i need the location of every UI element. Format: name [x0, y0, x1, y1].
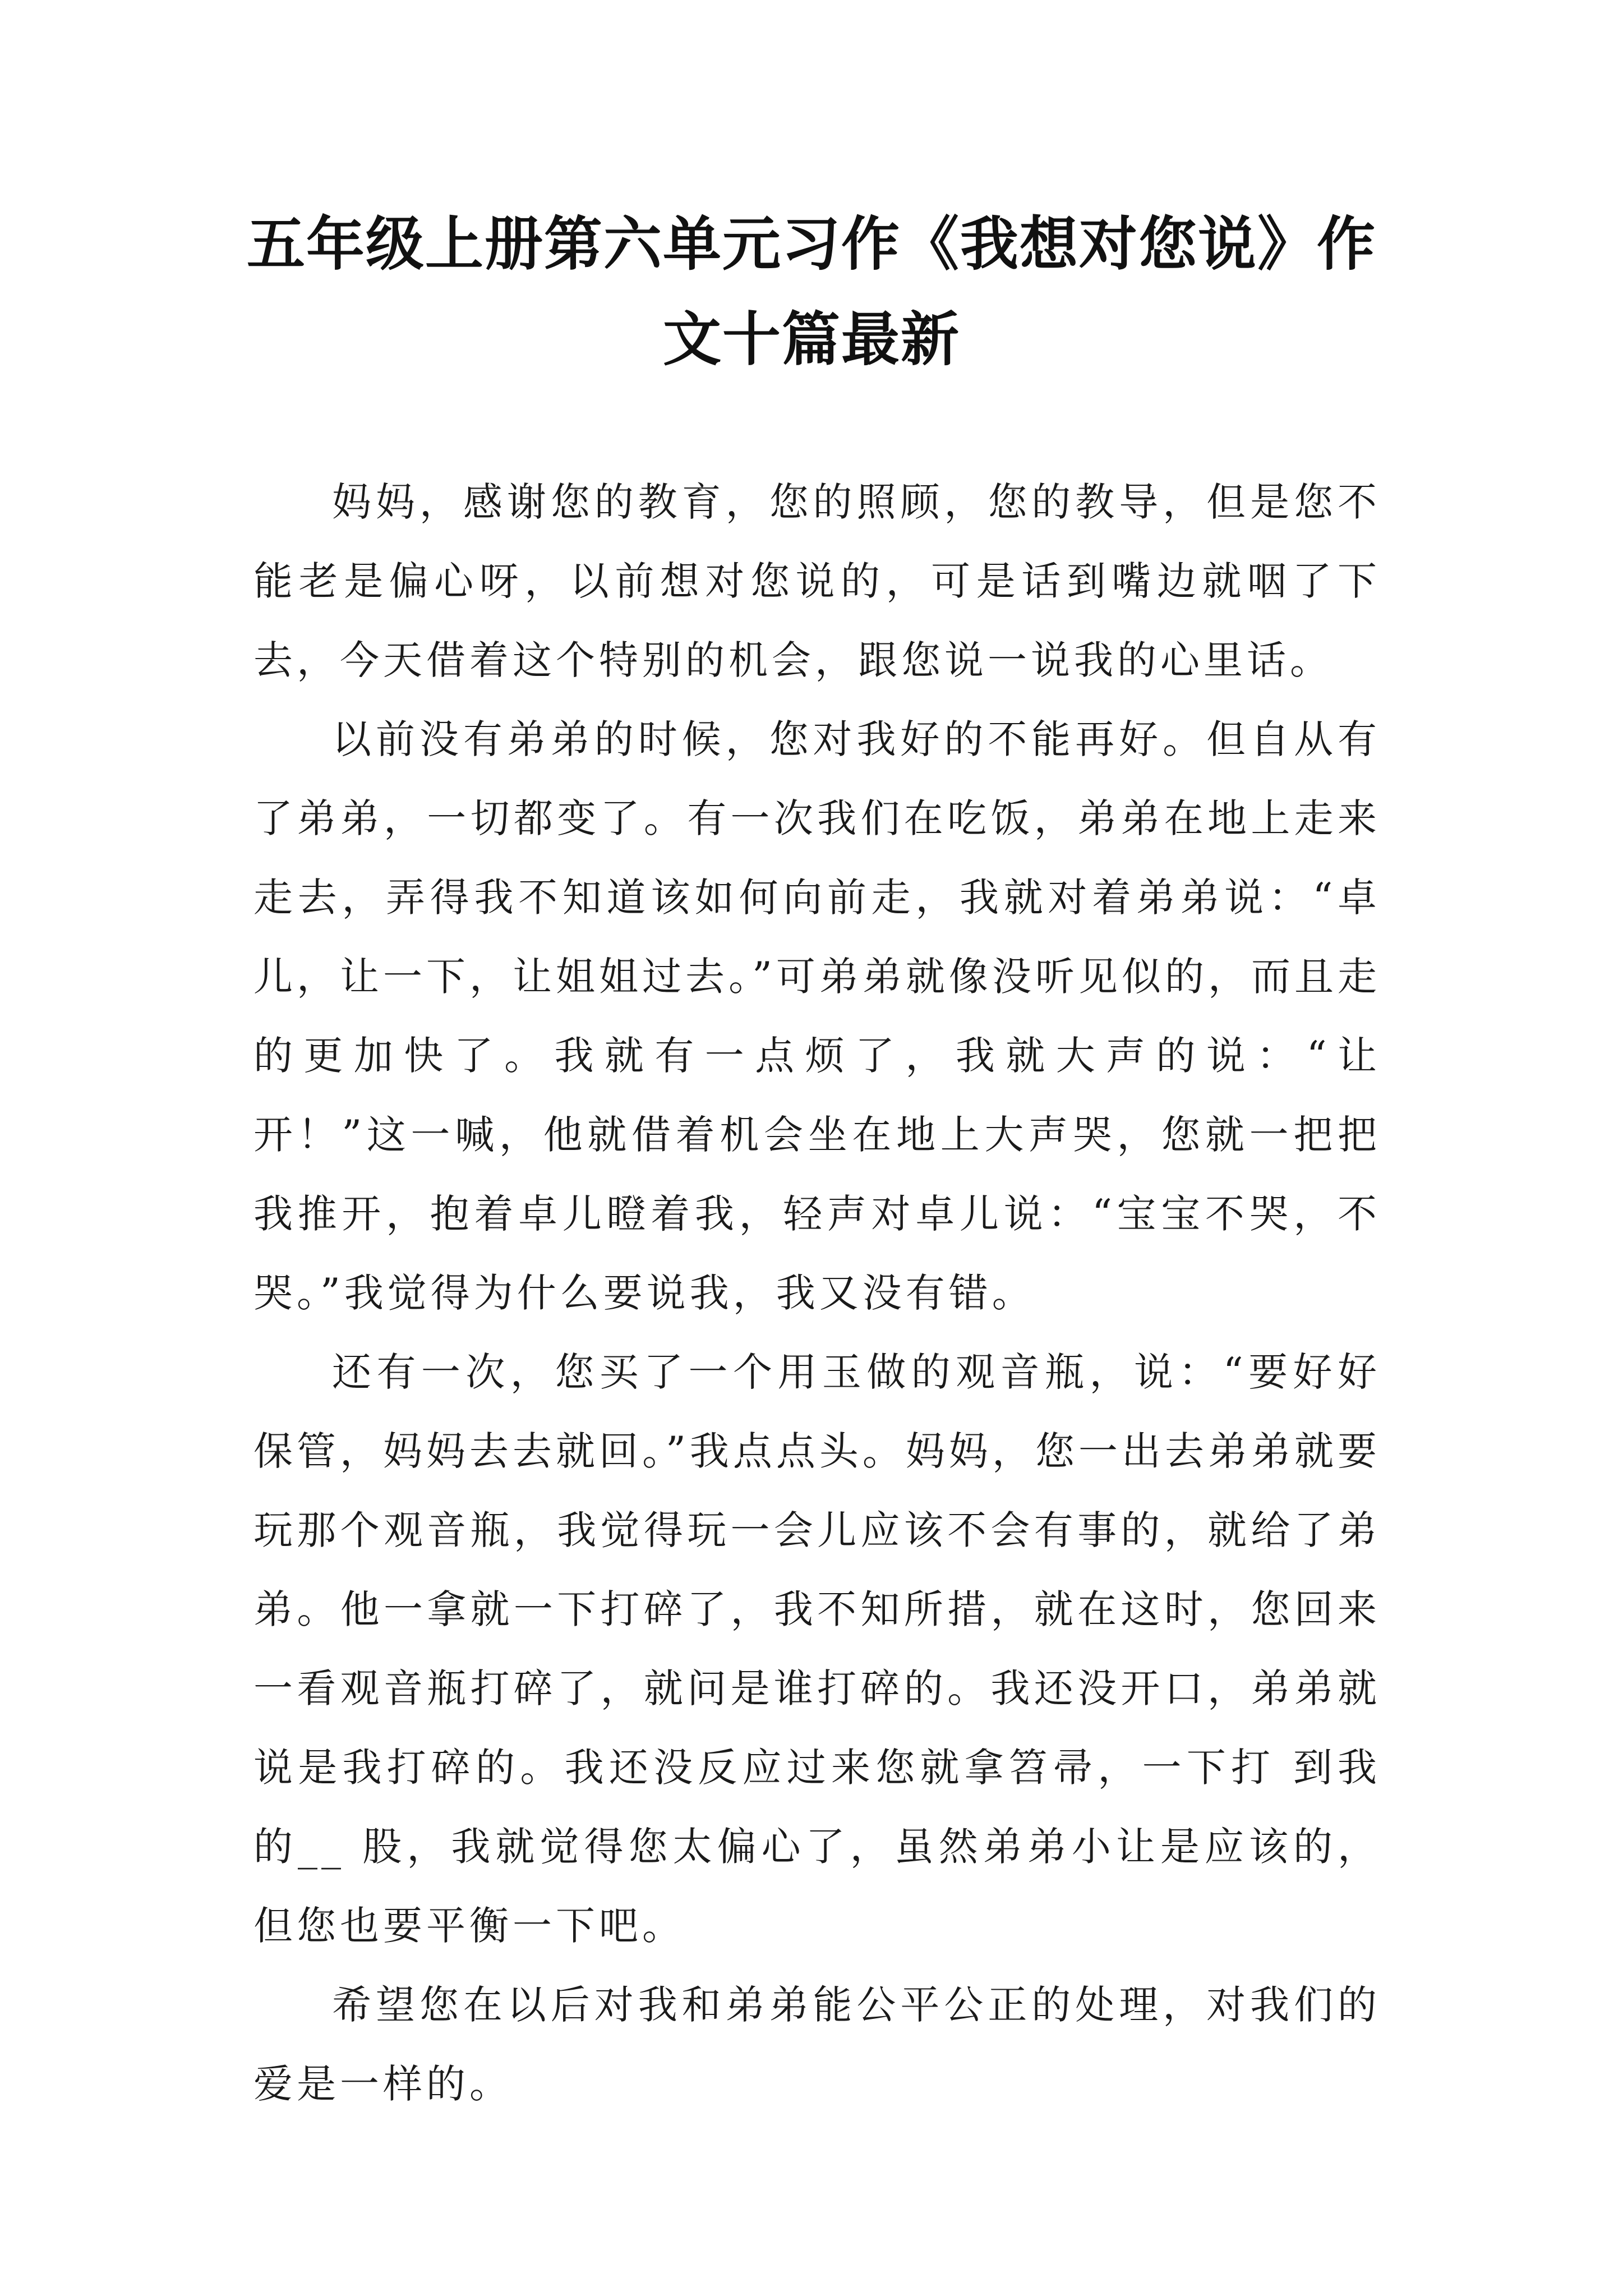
paragraph-4: 希望您在以后对我和弟弟能公平公正的处理，对我们的爱是一样的。 [253, 1982, 1381, 2107]
paragraph-2: 以前没有弟弟的时候，您对我好的不能再好。但自从有了弟弟，一切都变了。有一次我们在吃饭，弟弟在地上走来走去，弄得我不知道该如何向前走，我就对着弟弟说：“卓儿，让一下，让姐姐过去。”可弟弟就像没听见似的，而且走的更加快了。我就有一点烦了，我就大声的说：“让开！”这一喊，他就借着机会坐在地上大声哭，您就一把把我推开，抱着卓儿瞪着我，轻声对卓儿说：“宝宝不哭，不哭。”我觉得为什么要说我，我又没有错。 [253, 716, 1381, 1316]
title-line-1: 五年级上册第六单元习作《我想对您说》作 [246, 210, 1376, 278]
paragraph-3: 还有一次，您买了一个用玉做的观音瓶，说：“要好好保管，妈妈去去就回。”我点点头。妈妈，您一出去弟弟就要玩那个观音瓶，我觉得玩一会儿应该不会有事的，就给了弟弟。他一拿就一下打碎了，我不知所措，就在这时，您回来一看观音瓶打碎了，就问是谁打碎的。我还没开口，弟弟就说是我打碎的。我还没反应过来您就拿笤帚，一下打 到我的__ 股，我就觉得您太偏心了，虽然弟弟小让是应该的，但您也要平衡一下吧。 [253, 1349, 1381, 1949]
document-title [236, 196, 1387, 387]
paragraph-1: 妈妈，感谢您的教育，您的照顾，您的教导，但是您不能老是偏心呀，以前想对您说的，可是话到嘴边就咽了下去，今天借着这个特别的机会，跟您说一说我的心里话。 [253, 479, 1381, 683]
title-line-2: 文十篇最新 [662, 305, 960, 374]
document-body [253, 463, 1381, 2124]
